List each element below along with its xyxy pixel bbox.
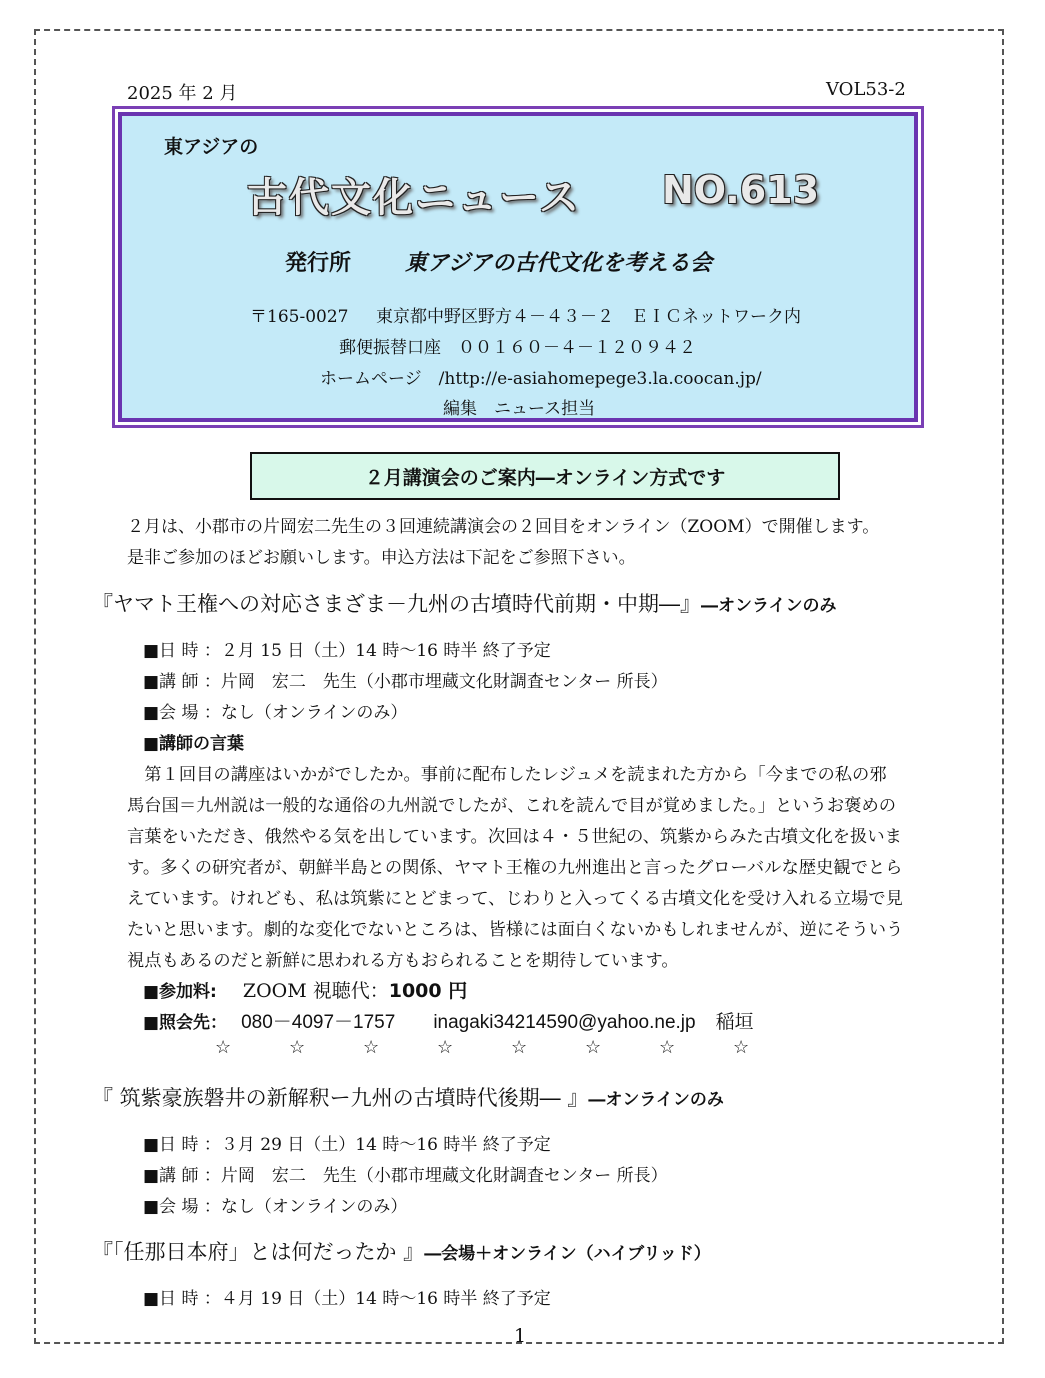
star-icon: ☆ — [363, 1037, 380, 1058]
message-line: す。多くの研究者が、朝鮮半島との関係、ヤマト王権の九州進出と言ったグローバルな歴史観でとら — [127, 858, 903, 878]
fee-amount: 1000 円 — [388, 980, 468, 1002]
address: 東京都中野区野方４－４３－２ ＥＩＣネットワーク内 — [376, 307, 801, 327]
notice-title: ２月講演会のご案内―オンライン方式です — [364, 466, 726, 489]
lecture-2-format: ―オンラインのみ — [588, 1090, 724, 1110]
star-icon: ☆ — [659, 1037, 676, 1058]
lecture-1-datetime: ■日 時 ：２月 15 日（土）14 時～16 時半 終了予定 — [143, 641, 551, 661]
lecture-3-heading — [92, 1236, 711, 1266]
star-icon: ☆ — [733, 1037, 750, 1058]
lecture-3-title: 『「任那日本府」とは何だったか 』 — [92, 1240, 425, 1264]
fee-row — [143, 976, 467, 1003]
masthead — [112, 106, 924, 428]
bank-account: 郵便振替口座 ００１６０－４－１２０９４２ — [339, 338, 696, 358]
star-divider — [215, 1037, 807, 1058]
notice-title-box — [250, 452, 840, 500]
fee-text: ZOOM 視聴代： — [242, 980, 389, 1002]
intro-line-1: ２月は、小郡市の片岡宏二先生の３回連続講演会の２回目をオンライン（ZOOM）で開催します。 — [127, 517, 880, 537]
contact-name: 稲垣 — [715, 1011, 754, 1033]
lecture-3-format: ―会場＋オンライン（ハイブリッド） — [424, 1244, 711, 1264]
message-line: 馬台国＝九州説は一般的な通俗の九州説でしたが、これを読んで目が覚めました。」というお褒めの — [127, 796, 897, 816]
lecture-3-datetime: ■日 時 ：４月 19 日（土）14 時～16 時半 終了予定 — [143, 1289, 551, 1309]
star-icon: ☆ — [511, 1037, 528, 1058]
lecture-2-venue: ■会 場 ：なし（オンラインのみ） — [143, 1197, 408, 1217]
lecture-1-lecturer: ■講 師 ：片岡 宏二 先生（小郡市埋蔵文化財調査センター 所長） — [143, 672, 668, 692]
homepage-url[interactable]: ホームページ /http://e-asiahomepege3.la.coocan.jp/ — [320, 369, 762, 389]
volume-number: VOL53-2 — [826, 79, 906, 100]
contact-row — [143, 1007, 754, 1034]
lecture-2-lecturer: ■講 師 ：片岡 宏二 先生（小郡市埋蔵文化財調査センター 所長） — [143, 1166, 668, 1186]
lecture-2-datetime: ■日 時 ：３月 29 日（土）14 時～16 時半 終了予定 — [143, 1135, 551, 1155]
message-line: たいと思います。劇的な変化でないところは、皆様には面白くないかもしれませんが、逆にそういう — [127, 920, 904, 940]
page-number: 1 — [514, 1325, 527, 1347]
message-line: えています。けれども、私は筑紫にとどまって、じわりと入ってくる古墳文化を受け入れる立場で見 — [127, 889, 903, 909]
lecture-2-title: 『 筑紫豪族磐井の新解釈ー九州の古墳時代後期― 』 — [92, 1086, 589, 1110]
message-line: 言葉をいただき、俄然やる気を出しています。次回は４・５世紀の、筑紫からみた古墳文化を扱いま — [127, 827, 902, 847]
contact-email[interactable]: inagaki34214590@yahoo.ne.jp — [433, 1012, 696, 1033]
issue-number: NO.613 — [662, 168, 820, 212]
lecture-1-title: 『ヤマト王権への対応さまざま－九州の古墳時代前期・中期―』 — [92, 592, 701, 616]
publisher-name: 東アジアの古代文化を考える会 — [405, 251, 713, 276]
contact-phone: 080－4097－1757 — [241, 1012, 396, 1033]
message-line: 視点もあるのだと新鮮に思われる方もおられることを期待しています。 — [127, 951, 679, 971]
postal-code: 〒165-0027 — [250, 307, 349, 327]
lecture-1-venue: ■会 場 ：なし（オンラインのみ） — [143, 703, 408, 723]
fee-label: ■参加料: — [143, 982, 217, 1002]
contact-label: ■照会先： — [143, 1013, 228, 1033]
star-icon: ☆ — [585, 1037, 602, 1058]
newsletter-title: 古代文化ニュース — [247, 175, 581, 221]
star-icon: ☆ — [289, 1037, 306, 1058]
lecture-2-heading — [92, 1082, 724, 1112]
lecture-1-heading — [92, 588, 837, 618]
masthead-subtitle: 東アジアの — [164, 136, 259, 158]
lecturer-message-label: ■講師の言葉 — [143, 734, 245, 754]
intro-line-2: 是非ご参加のほどお願いします。申込方法は下記をご参照下さい。 — [127, 548, 636, 568]
star-icon: ☆ — [437, 1037, 454, 1058]
lecture-1-format: ―オンラインのみ — [701, 596, 837, 616]
publisher-label: 発行所 — [285, 251, 352, 276]
star-icon: ☆ — [215, 1037, 232, 1058]
message-line: 第１回目の講座はいかがでしたか。事前に配布したレジュメを読まれた方から「今までの私の邪 — [127, 765, 887, 785]
editor-credit: 編集 ニュース担当 — [443, 399, 596, 419]
issue-date: 2025 年 2 月 — [127, 83, 238, 104]
